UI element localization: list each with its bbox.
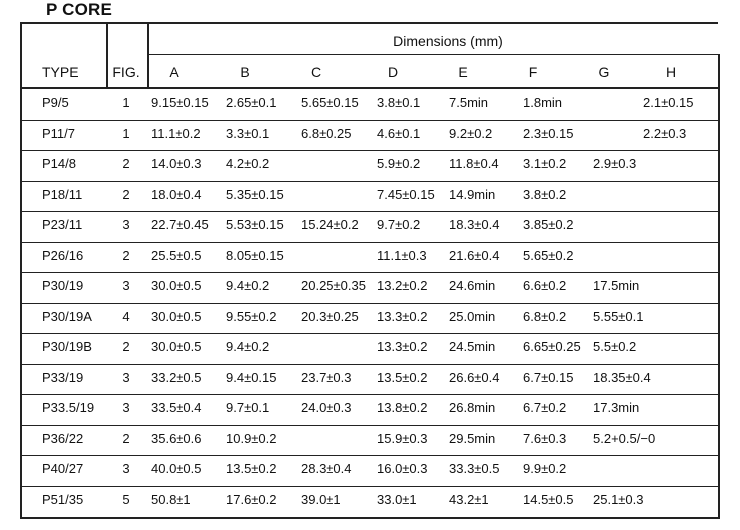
row-type: P26/16 [42, 247, 84, 263]
table-left-border [20, 22, 22, 517]
type-header: TYPE [42, 64, 79, 80]
row-dimension-c: 6.8±0.25 [301, 125, 352, 141]
row-dimension-d: 5.9±0.2 [377, 156, 421, 171]
row-dimension-f: 6.7±0.2 [523, 400, 567, 415]
row-dimension-a: 11.1±0.2 [151, 125, 201, 141]
row-separator [20, 272, 720, 273]
row-dimension-b: 17.6±0.2 [226, 491, 277, 507]
row-dimension-a: 18.0±0.4 [151, 186, 202, 202]
row-dimension-e: 14.9min [449, 186, 496, 202]
row-fig: 3 [122, 217, 130, 232]
row-dimension-f: 1.8min [523, 95, 563, 110]
row-dimension-b: 4.2±0.2 [226, 156, 270, 171]
row-separator [20, 150, 720, 151]
row-dimension-f: 3.85±0.2 [523, 217, 574, 232]
row-dimension-d: 13.3±0.2 [377, 308, 428, 324]
page-title: P CORE [46, 0, 113, 19]
row-fig: 2 [122, 186, 130, 202]
row-type: P30/19A [42, 308, 92, 324]
row-dimension-a: 14.0±0.3 [151, 156, 202, 171]
row-dimension-d: 13.3±0.2 [377, 339, 428, 354]
dimensions-header: Dimensions (mm) [393, 33, 503, 49]
row-dimension-d: 16.0±0.3 [377, 461, 428, 476]
row-type: P36/22 [42, 430, 84, 446]
row-separator [20, 425, 720, 426]
row-type: P40/27 [42, 461, 84, 476]
row-dimension-e: 24.6min [449, 278, 496, 293]
row-separator [20, 303, 720, 304]
row-dimension-b: 5.35±0.15 [226, 186, 284, 202]
row-dimension-c: 20.3±0.25 [301, 308, 359, 324]
row-dimension-d: 9.7±0.2 [377, 217, 421, 232]
row-separator [20, 120, 720, 121]
row-dimension-e: 43.2±1 [449, 491, 489, 507]
row-dimension-g: 2.9±0.3 [593, 156, 637, 171]
row-type: P23/11 [42, 217, 83, 232]
row-dimension-b: 9.4±0.15 [226, 369, 277, 385]
row-dimension-f: 9.9±0.2 [523, 461, 567, 476]
row-dimension-e: 25.0min [449, 308, 496, 324]
row-type: P30/19B [42, 339, 92, 354]
column-header-a: A [169, 64, 179, 80]
row-dimension-b: 9.55±0.2 [226, 308, 277, 324]
row-dimension-c: 24.0±0.3 [301, 400, 352, 415]
row-dimension-f: 6.7±0.15 [523, 369, 574, 385]
row-type: P14/8 [42, 156, 76, 171]
row-dimension-f: 5.65±0.2 [523, 247, 574, 263]
row-fig: 3 [122, 400, 130, 415]
row-dimension-d: 13.2±0.2 [377, 278, 428, 293]
row-fig: 1 [122, 125, 130, 141]
row-dimension-b: 3.3±0.1 [226, 125, 270, 141]
column-header-e: E [458, 64, 468, 80]
row-separator [20, 211, 720, 212]
row-type: P9/5 [42, 95, 69, 110]
column-header-c: C [310, 64, 322, 80]
row-dimension-b: 10.9±0.2 [226, 430, 277, 446]
row-dimension-e: 33.3±0.5 [449, 461, 500, 476]
row-dimension-b: 9.7±0.1 [226, 400, 270, 415]
table-right-border [718, 54, 720, 517]
row-type: P18/11 [42, 186, 83, 202]
row-fig: 4 [122, 308, 130, 324]
row-dimension-b: 9.4±0.2 [226, 278, 270, 293]
row-dimension-e: 24.5min [449, 339, 496, 354]
row-fig: 2 [122, 339, 130, 354]
row-fig: 2 [122, 156, 130, 171]
row-dimension-a: 50.8±1 [151, 491, 191, 507]
row-dimension-a: 30.0±0.5 [151, 339, 202, 354]
row-dimension-b: 9.4±0.2 [226, 339, 270, 354]
row-separator [20, 455, 720, 456]
row-fig: 2 [122, 247, 130, 263]
row-type: P11/7 [42, 125, 76, 141]
dimensions-subheader-line [147, 54, 720, 55]
row-dimension-e: 18.3±0.4 [449, 217, 500, 232]
row-dimension-g: 17.3min [593, 400, 640, 415]
row-dimension-c: 23.7±0.3 [301, 369, 352, 385]
column-header-b: B [240, 64, 250, 80]
row-dimension-a: 33.2±0.5 [151, 369, 202, 385]
fig-header: FIG. [112, 64, 140, 80]
table-bottom-border [20, 517, 720, 519]
row-fig: 3 [122, 461, 130, 476]
row-dimension-f: 7.6±0.3 [523, 430, 567, 446]
row-dimension-d: 15.9±0.3 [377, 430, 428, 446]
row-dimension-c: 39.0±1 [301, 491, 341, 507]
row-fig: 1 [122, 95, 130, 110]
column-header-g: G [598, 64, 610, 80]
row-dimension-f: 3.8±0.2 [523, 186, 567, 202]
row-dimension-d: 3.8±0.1 [377, 95, 421, 110]
row-dimension-b: 13.5±0.2 [226, 461, 277, 476]
row-dimension-a: 30.0±0.5 [151, 308, 202, 324]
row-dimension-c: 5.65±0.15 [301, 95, 359, 110]
row-dimension-h: 2.1±0.15 [643, 95, 694, 110]
row-dimension-e: 29.5min [449, 430, 496, 446]
row-dimension-e: 21.6±0.4 [449, 247, 500, 263]
row-separator [20, 364, 720, 365]
row-type: P33/19 [42, 369, 84, 385]
row-dimension-e: 26.8min [449, 400, 496, 415]
row-dimension-d: 33.0±1 [377, 491, 417, 507]
row-fig: 5 [122, 491, 130, 507]
row-dimension-d: 4.6±0.1 [377, 125, 421, 141]
row-dimension-f: 3.1±0.2 [523, 156, 567, 171]
column-header-f: F [528, 64, 538, 80]
row-dimension-g: 18.35±0.4 [593, 369, 651, 385]
row-dimension-a: 40.0±0.5 [151, 461, 202, 476]
row-dimension-g: 5.5±0.2 [593, 339, 637, 354]
row-dimension-g: 25.1±0.3 [593, 491, 644, 507]
row-type: P51/35 [42, 491, 84, 507]
row-dimension-e: 9.2±0.2 [449, 125, 493, 141]
row-dimension-e: 11.8±0.4 [449, 156, 499, 171]
row-fig: 2 [122, 430, 130, 446]
row-dimension-d: 7.45±0.15 [377, 186, 435, 202]
row-dimension-a: 9.15±0.15 [151, 95, 209, 110]
row-dimension-a: 33.5±0.4 [151, 400, 202, 415]
row-dimension-f: 6.6±0.2 [523, 278, 567, 293]
row-dimension-a: 22.7±0.45 [151, 217, 209, 232]
row-dimension-f: 6.65±0.25 [523, 339, 581, 354]
row-dimension-a: 35.6±0.6 [151, 430, 202, 446]
row-dimension-d: 13.8±0.2 [377, 400, 428, 415]
row-dimension-e: 26.6±0.4 [449, 369, 500, 385]
row-dimension-c: 20.25±0.35 [301, 278, 366, 293]
row-dimension-g: 17.5min [593, 278, 640, 293]
row-dimension-f: 2.3±0.15 [523, 125, 574, 141]
row-separator [20, 242, 720, 243]
column-header-h: H [665, 64, 677, 80]
table-top-border [20, 22, 718, 24]
row-separator [20, 486, 720, 487]
row-dimension-g: 5.55±0.1 [593, 308, 644, 324]
row-dimension-g: 5.2+0.5/−0 [593, 430, 656, 446]
row-dimension-h: 2.2±0.3 [643, 125, 687, 141]
row-dimension-a: 25.5±0.5 [151, 247, 202, 263]
row-type: P30/19 [42, 278, 84, 293]
header-bottom-border [20, 87, 720, 89]
row-separator [20, 394, 720, 395]
row-fig: 3 [122, 278, 130, 293]
row-dimension-f: 14.5±0.5 [523, 491, 574, 507]
row-dimension-b: 5.53±0.15 [226, 217, 284, 232]
row-separator [20, 333, 720, 334]
row-dimension-e: 7.5min [449, 95, 489, 110]
row-dimension-c: 15.24±0.2 [301, 217, 359, 232]
row-dimension-a: 30.0±0.5 [151, 278, 202, 293]
row-dimension-f: 6.8±0.2 [523, 308, 567, 324]
row-type: P33.5/19 [42, 400, 95, 415]
row-dimension-c: 28.3±0.4 [301, 461, 352, 476]
row-dimension-d: 13.5±0.2 [377, 369, 428, 385]
row-dimension-b: 8.05±0.15 [226, 247, 284, 263]
row-dimension-d: 11.1±0.3 [377, 247, 427, 263]
column-header-d: D [387, 64, 399, 80]
fig-column-divider [106, 22, 108, 87]
row-fig: 3 [122, 369, 130, 385]
row-dimension-b: 2.65±0.1 [226, 95, 277, 110]
row-separator [20, 181, 720, 182]
